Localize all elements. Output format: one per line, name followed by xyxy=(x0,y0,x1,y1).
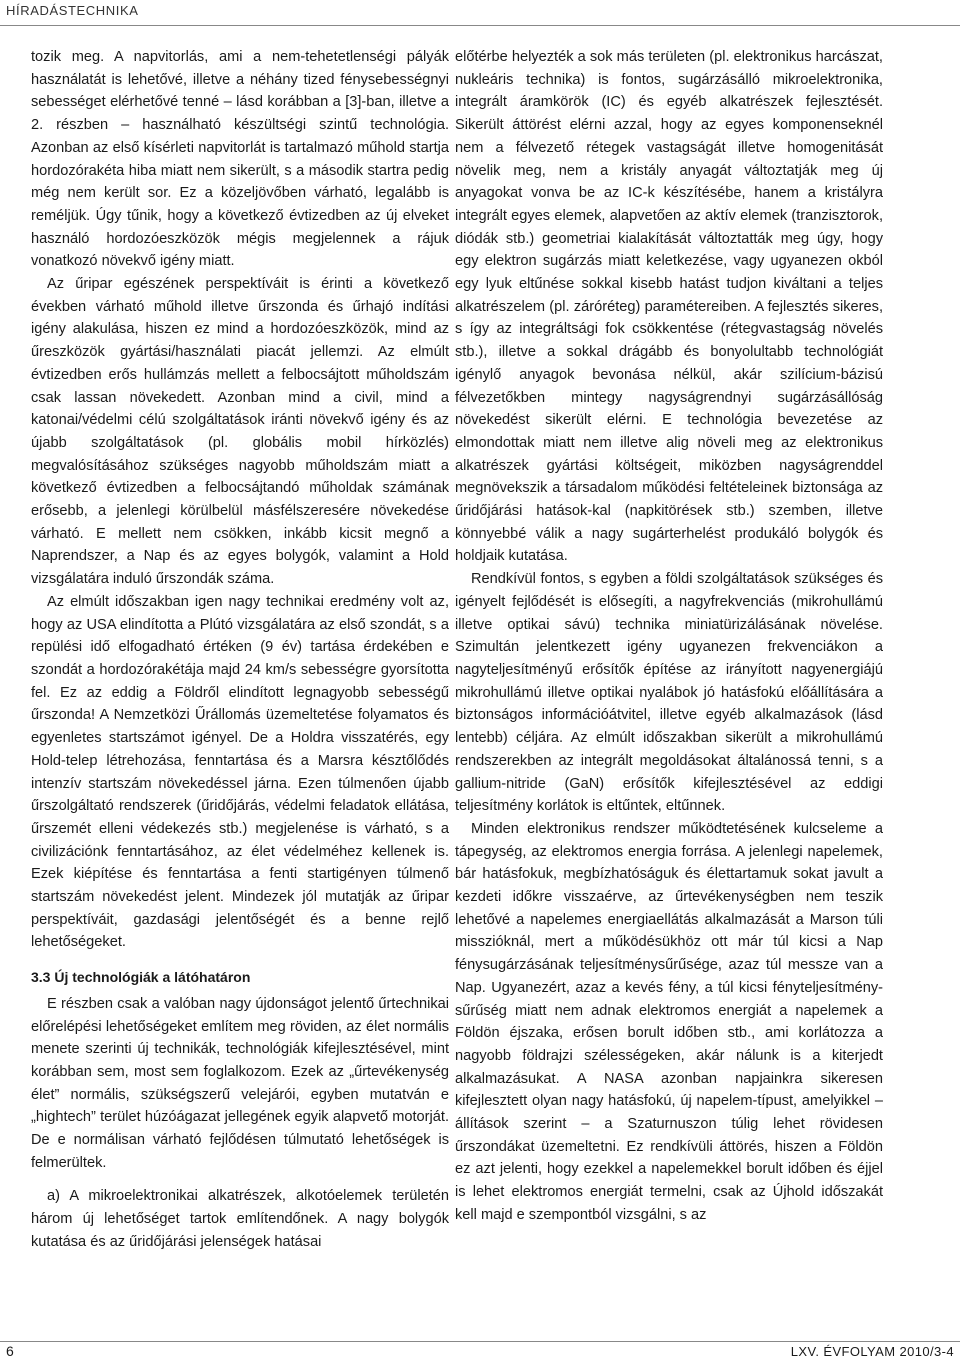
page-header xyxy=(0,0,960,24)
paragraph: előtérbe helyezték a sok más területen (pl. elektronikus harcászat, nukleáris technika) is fontos, sugárzásálló mikroelektronika, integrált áramkörök (IC) és egyéb alkatrészek fejlesztését. Sikerült áttörést elérni azzal, hogy az egyes komponenseknél nem a félvezető rétegek vastagságát illetve homogenitását növelik meg, nem a kristály anyagát változtatják meg új anyagokat vonva be az IC-k készítésébe, hanem a kristályra integrált egyes elemek, alapvetően az aktív elemek (tranzisztorok, diódák stb.) geometriai kialakítását változtatták meg úgy, hogy egy elektron sugárzás miatt keletkezése, vagy ugyanezen okból egy lyuk eltűnése sokkal kisebb hatást tudjon kiváltani a teljes alkatrészelem (pl. záróréteg) paramétereiben. A fejlesztés sikeres, s így az integráltsági fok csökkentése (rétegvastagság növelés stb.), illetve a sokkal drágább és bonyolultabb technológiát igénylő anyagok bevonása nélkül, akár szilícium-bázisú félvezetőkben mintegy nagyságrendnyi sugárzásállóság növekedést sikerült elérni. E technológia bevezetése az elmondottak miatt nem illetve alig növeli meg az elektronikus alkatrészek gyártási költségeit, miközben nagyságrenddel megnövekszik a társadalom működési feltételeinek biztonsága az űridőjárási hatások-kal (napkitörések stb.) szemben, illetve könnyebbé válik a nagy sugárterhelést produkáló bolygók és holdjaik kutatása. xyxy=(455,49,883,565)
paragraph: Rendkívül fontos, s egyben a földi szolgáltatások szükséges és igényelt fejlődését is elősegíti, a nagyfrekvenciás (mikrohullámú illetve optikai sávú) technika miniatürizálásának növelése. Szimultán jelentkezett igény ugyanezen frekvenciákon a nagyteljesítményű erősítők építése az irányított nagyenergiájú mikrohullámú illetve optikai nyalábok jó hatásfokú előállítására a biztonságos információátvitel, illetve egyéb alkalmazások (lásd lentebb) céljára. Az elmúlt időszakban sikerült a mikrohullámú rendszerekben az integrált megoldásokat általánossá tenni, s a gallium-nitride (GaN) erősítők kifejlesztésével az eddigi teljesítmény korlátok is eltűntek, eltűnnek. xyxy=(455,571,883,815)
paragraph: Az űripar egészének perspektíváit is érinti a következő években várható műhold illetve űrszonda és űrhajó indítási igény alakulása, hiszen ez mind a hordozóeszközök, mind az űreszközök gyártási/használati piacát jellemzi. Az elmúlt évtizedben erős hullámzás mellett a felbocsájtott műholdszám csak lassan növekedett. Azonban mind a civil, mind a katonai/védelmi célú szolgáltatások iránti növekvő igény és az újabb szolgáltatások (pl. globális mobil hírközlés) megvalósításához szükséges nagyobb műholdszám miatt a következő évtizedben a felbocsájtandó műholdak számának erősebb, a jelenlegi körülbelül másfélszeresére növekedése várható. E mellett nem csökken, inkább kicsit megnő a Naprendszer, a Nap és az egyes bolygók, valamint a Hold vizsgálatára induló űrszondák száma. xyxy=(31,276,449,588)
footer-rule xyxy=(0,1341,960,1342)
paragraph: Minden elektronikus rendszer működtetésének kulcseleme a tápegység, az elektromos energia forrása. A jelenlegi napelemek, bár hatásfokuk, megbízhatóságuk és élettartamuk sokat javult a kezdeti időkre visszaérve, az űrtevékenységben nem teszik lehetővé a napelemes energiaellátás alkalmazását a Marson túli misszióknál, mert a működésükhöz ott már túl kicsi a Nap fénysugárzásának teljesítménysűrűsége, azaz túl messze van a Nap. Ugyanezért, azaz a kevés fény, a túl kicsi fényteljesítmény-sűrűség miatt nem adnak elektromos energiát a napelemek a Földön éjszaka, erősen borult időben stb., ami korlátozza a nagyobb földrajzi szélességeken, akár nálunk is a kiterjedt alkalmazásukat. A NASA azonban napjainkra sikeresen kifejlesztett olyan nagy hatásfokú, új napelem-típust, amelyikkel – állítások szerint – a Szaturnuszon túlig lehet rövidesen űrszondákat üzemeltetni. Ez rendkívüli áttörés, hiszen a Földön ez azt jelenti, hogy ezekkel a napelemekkel borult időben és éjjel is lehet elektromos energiát termelni, csak az Újhold időszakát kell majd e szempontból vizsgálni, s az xyxy=(455,820,883,1223)
paragraph: tozik meg. A napvitorlás, ami a nem-tehetetlenségi pályák használatát is lehetővé, illetve a néhány tized fénysebességnyi sebességet elérhetővé tenné – lásd korábban a [3]-ban, illetve a 2. részben – használható készültségi szintű technológia. Azonban az első kísérleti napvitorlát is tartalmazó műhold startja hordozórakéta hiba miatt nem sikerült, s a második startra pedig még nem került sor. Ez a közeljövőben várható, legalább is reméljük. Úgy tűnik, hogy a következő évtizedben az új elveket használó hordozóeszközök mégis megjelennek a rájuk vonatkozó növekvő igény miatt. xyxy=(31,49,449,270)
left-column xyxy=(31,46,449,1254)
paragraph: a) A mikroelektronikai alkatrészek, alkotóelemek területén három új lehetőséget tartok említendőnek. A nagy bolygók kutatása és az űridőjárási jelenségek hatásai xyxy=(31,1188,449,1250)
section-heading: 3.3 Új technológiák a látóhatáron xyxy=(31,969,251,986)
volume-label: LXV. ÉVFOLYAM 2010/3-4 xyxy=(790,1344,954,1359)
page-number: 6 xyxy=(6,1343,14,1359)
running-title: HÍRADÁSTECHNIKA xyxy=(6,3,139,18)
header-rule xyxy=(0,25,960,26)
right-column xyxy=(455,46,883,1227)
paragraph: Az elmúlt időszakban igen nagy technikai eredmény volt az, hogy az USA elindította a Plútó vizsgálatára az első szondát, s a repülési idő elfogadható értéken (9 év) tartása érdekében e szondát a hordozórakétája majd 24 km/s sebességre gyorsította fel. Ez az eddig a Földről elindított legnagyobb sebességű űrszonda! A Nemzetközi Űrállomás üzemeltetése folyamatos és egyenletes startszámot igényel. De a Holdra visszatérés, egy Hold-telep létrehozása, fenntartása és a Marsra késztőlődés intenzív startszám növekedéssel járna. Ezen túlmenően újabb űrszolgáltató rendszerek (űridőjárás, védelmi feladatok ellátása, űrszemét elleni védekezés stb.) megjelenése is várható, s a civilizációnk fenntartásához, az élet védelméhez kellenek is. Ezek kiépítése és fenntartása a fenti startigényen túlmenő startszám növekedést jelent. Mindezek jól mutatják az űripar perspektíváit, gazdasági jelentőségét és a benne rejlő lehetőségeket. xyxy=(31,593,449,951)
paragraph: E részben csak a valóban nagy újdonságot jelentő űrtechnikai előrelépési lehetőségeket említem meg röviden, az élet normális menete szerinti új technikák, technológiák kifejlesztésével, mint korábban sem, most sem foglalkozom. Ezek az „űrtevékenység élet” normális, szükségszerű velejárói, egyben mutatván e „hightech” terület húzóágazat jellegének egyik alapvető motorját. De e normálisan várható fejlődésen túlmutató lehetőségek is felmerültek. xyxy=(31,995,449,1171)
